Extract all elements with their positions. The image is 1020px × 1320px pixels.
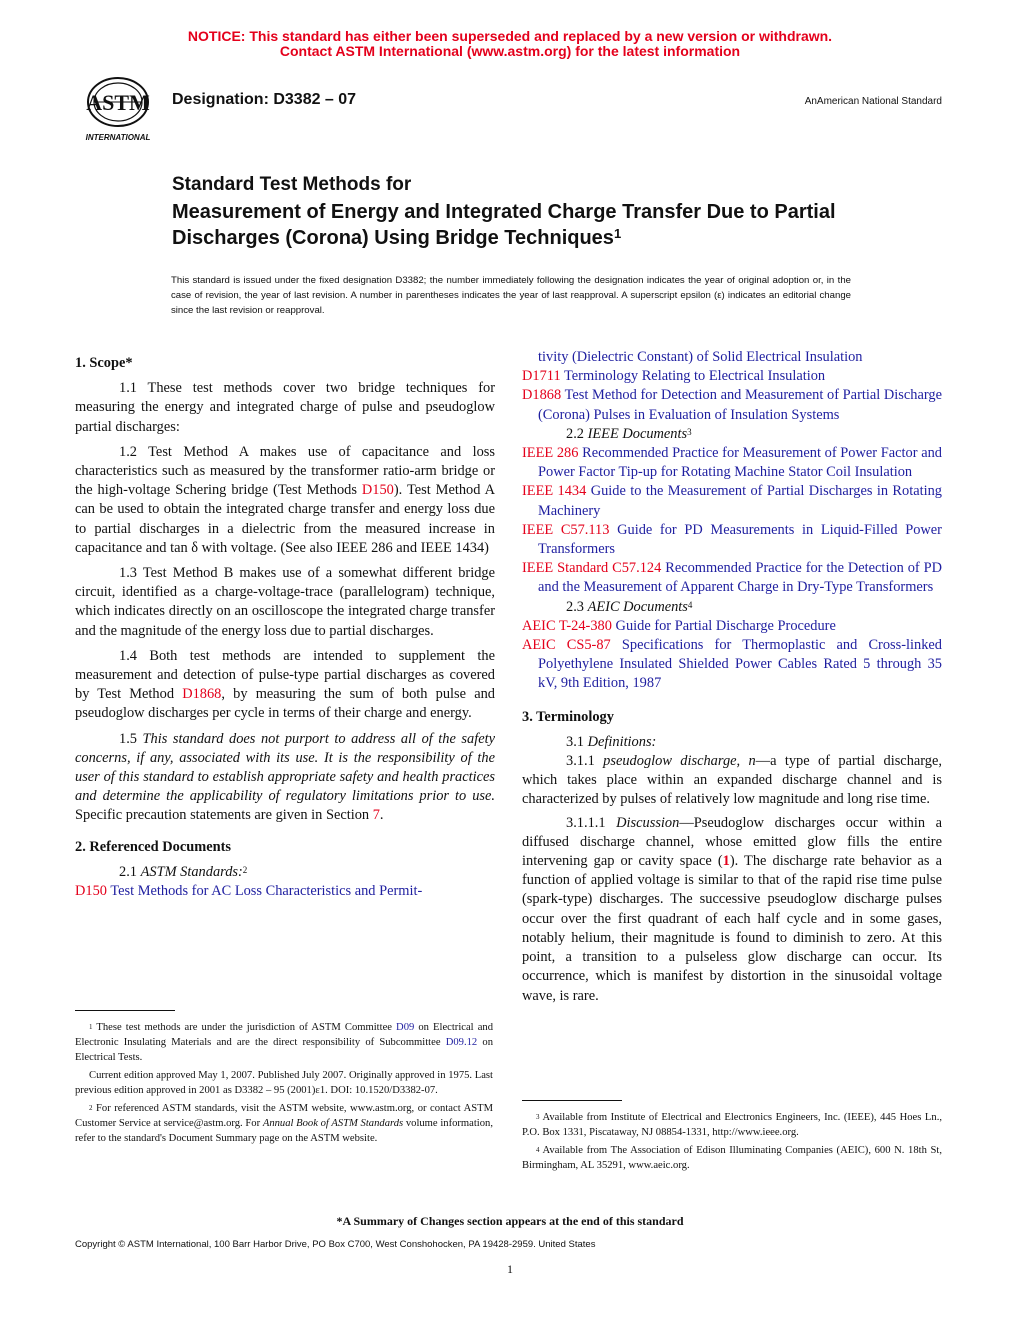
para-1-1: 1.1 These test methods cover two bridge techniques for measuring the energy and integrated charge of pulse and pseudoglow partial discharges:	[75, 380, 495, 435]
reference-title[interactable]: Guide to the Measurement of Partial Discharges in Rotating Machinery	[538, 483, 942, 519]
reference-title[interactable]: Recommended Practice for the Detection of PD and the Measurement of Apparent Charge in Dry-Type Transformers	[538, 560, 942, 596]
reference-title[interactable]: Test Method for Detection and Measurement of Partial Discharge (Corona) Pulses in Evaluation of Insulation Systems	[538, 387, 942, 423]
title-line-1: Standard Test Methods for	[172, 174, 412, 195]
link-d09[interactable]: D09	[396, 1022, 415, 1033]
astm-ref-list	[522, 367, 942, 425]
reference-title[interactable]: Guide for PD Measurements in Liquid-Filled Power Transformers	[538, 521, 942, 558]
reference-item[interactable]	[522, 482, 942, 520]
para-1-3: 1.3 Test Method B makes use of a somewhat different bridge circuit, identified as a charge-voltage-trace (parallelogram) technique, which indicates directly on an oscilloscope the integrated charge transfer and the magnitude of the energy loss due to partial discharges.	[75, 565, 495, 639]
reference-code[interactable]: IEEE 286	[522, 445, 579, 462]
para-3-1-1: 3.1.1 pseudoglow discharge, n—a type of partial discharge, which takes place within an expanded discharge channel and is characterized by pulses of relatively low magnitude and long rise time.	[522, 753, 942, 808]
right-column	[522, 348, 942, 1012]
footnotes-left	[75, 1020, 493, 1149]
ieee-ref-list	[522, 444, 942, 598]
designation: Designation: D3382 – 07	[172, 91, 357, 108]
reference-code[interactable]: D1868	[522, 387, 562, 404]
ref-d150[interactable]: D150 Test Methods for AC Loss Characteristics and Permit-	[75, 883, 423, 900]
footnotes-right	[522, 1110, 942, 1176]
aeic-documents-label: 2.3 AEIC Documents$^4$	[566, 598, 693, 615]
definitions-label: 3.1 Definitions:	[566, 733, 657, 750]
footnote-4: $^4$ Available from The Association of Edison Illuminating Companies (AEIC), 600 N. 18th St, Birmingham, AL 35291, www.aeic.org.	[522, 1145, 942, 1171]
footnote-2: $^2$ For referenced ASTM standards, visit the ASTM website, www.astm.org, or contact ASTM Customer Service at service@astm.org. For Annual Book of ASTM Standards volume information, refer to the standard's Document Summary page on the ASTM website.	[75, 1103, 493, 1144]
reference-item[interactable]	[522, 617, 942, 636]
para-1-2: 1.2 Test Method A makes use of capacitance and loss characteristics such as measured by the transformer ratio-arm bridge or the high-voltage Schering bridge (Test Methods D150). Test Method A can be used to obtain the integrated charge transfer and energy loss due to partial discharges in a dielectric from the measured increase in capacitance and tan δ with voltage. (See also IEEE 286 and IEEE 1434)	[75, 443, 496, 556]
copyright: Copyright © ASTM International, 100 Barr Harbor Drive, PO Box C700, West Conshohocken, PA 19428-2959. United States	[75, 1239, 596, 1250]
link-section-7[interactable]: 7	[372, 807, 380, 824]
footnote-3: $^3$ Available from Institute of Electrical and Electronics Engineers, Inc. (IEEE), 445 Hoes Ln., P.O. Box 1331, Piscataway, NJ 08854-1331, http://www.ieee.org.	[522, 1112, 942, 1138]
terminology-heading: 3. Terminology	[522, 708, 614, 725]
reference-item[interactable]	[522, 386, 942, 424]
footnote-rule-right	[522, 1100, 622, 1101]
reference-item[interactable]	[522, 367, 942, 386]
reference-title[interactable]: Guide for Partial Discharge Procedure	[611, 617, 836, 634]
ieee-documents-label: 2.2 IEEE Documents$^3$	[566, 425, 692, 442]
title-line-2: Measurement of Energy and Integrated Charge Transfer Due to Partial Discharges (Corona) Using Bridge Techniques	[172, 201, 836, 249]
reference-code[interactable]: AEIC CS5-87	[522, 637, 611, 654]
reference-item[interactable]	[522, 559, 942, 597]
issue-note: This standard is issued under the fixed designation D3382; the number immediately following the designation indicates the year of original adoption or, in the case of revision, the year of last revision. A number in parentheses indicates the year of last reapproval. A superscript epsilon (ε) indicates an editorial change since the last revision or reapproval.	[171, 275, 851, 316]
para-3-1-1-1: 3.1.1.1 Discussion—Pseudoglow discharges occur within a diffused discharge channel, whose emitted glow fills the entire intervening gap or cavity space (1). The discharge rate behavior as a function of applied voltage is similar to that of the rapid rise time pulse (spark-type) discharges. The successive pseudoglow discharge pulses occur over the first quadrant of each half cycle and in some gases, notably helium, their magnitude is found to diminish to zero. At this point, a transition to a pulseless glow discharge can occur. Its occurrence, which is manifest by distortion in the sinusoidal voltage wave, is rare.	[522, 814, 942, 1004]
astm-logo	[76, 74, 160, 144]
para-1-5: 1.5 This standard does not purport to address all of the safety concerns, if any, associated with its use. It is the responsibility of the user of this standard to establish appropriate safety and health practices and determine the applicability of regulatory limitations prior to use. Specific precaution statements are given in Section 7.	[75, 730, 495, 824]
reference-title[interactable]: Terminology Relating to Electrical Insulation	[560, 368, 826, 385]
footnote-rule-left	[75, 1010, 175, 1011]
notice-line-2: Contact ASTM International (www.astm.org) for the latest information	[279, 43, 741, 59]
link-ref-1[interactable]: 1	[722, 853, 730, 870]
reference-item[interactable]	[522, 636, 942, 694]
page-number: 1	[507, 1262, 513, 1276]
scope-heading: 1. Scope*	[75, 355, 133, 371]
reference-code[interactable]: IEEE 1434	[522, 483, 587, 500]
reference-code[interactable]: IEEE C57.113	[522, 521, 610, 538]
national-standard-label: AnAmerican National Standard	[804, 96, 942, 107]
refdocs-heading: 2. Referenced Documents	[75, 838, 231, 855]
reference-item[interactable]	[522, 444, 942, 482]
notice-line-1: NOTICE: This standard has either been superseded and replaced by a new version or withdrawn.	[187, 28, 833, 44]
footnote-1-approval: Current edition approved May 1, 2007. Published July 2007. Originally approved in 1975. Last previous edition approved in 2001 as D3382 – 95 (2001)ε1. DOI: 10.1520/D3382-07.	[75, 1070, 493, 1096]
reference-code[interactable]: AEIC T-24-380	[522, 617, 612, 634]
reference-item[interactable]	[522, 521, 942, 559]
astm-standards-label: 2.1 ASTM Standards:$^2$	[119, 863, 248, 880]
footnote-1: $^1$ These test methods are under the jurisdiction of ASTM Committee D09 on Electrical and Electronic Insulating Materials and are the direct responsibility of Subcommittee D09.12 on Electrical Tests.	[75, 1022, 493, 1063]
left-column	[75, 348, 495, 901]
link-d150[interactable]: D150	[361, 482, 394, 499]
title-main	[172, 199, 892, 251]
logo-subtext: INTERNATIONAL	[85, 133, 151, 142]
ref-d150-continued[interactable]: tivity (Dielectric Constant) of Solid Electrical Insulation	[538, 349, 863, 365]
link-d09-12[interactable]: D09.12	[445, 1037, 478, 1048]
reference-code[interactable]: IEEE Standard C57.124	[522, 560, 662, 577]
aeic-ref-list	[522, 617, 942, 694]
para-1-4: 1.4 Both test methods are intended to supplement the measurement and detection of pulse-type partial discharges as covered by Test Method D1868, by measuring the sum of both pulse and pseudoglow discharges per cycle in terms of their charge and energy.	[75, 647, 495, 722]
link-d1868[interactable]: D1868	[182, 686, 222, 703]
reference-title[interactable]: Specifications for Thermoplastic and Cross-linked Polyethylene Insulated Shielded Power Cables Rated 5 through 35 kV, 9th Edition, 1987	[538, 637, 942, 692]
logo-text: ASTM	[86, 90, 150, 115]
title-footnote-mark: 1	[613, 226, 622, 241]
reference-code[interactable]: D1711	[522, 368, 561, 385]
reference-title[interactable]: Recommended Practice for Measurement of Power Factor and Power Factor Tip-up for Rotating Machine Stator Coil Insulation	[538, 445, 942, 481]
summary-of-changes-note: *A Summary of Changes section appears at the end of this standard	[336, 1214, 684, 1228]
